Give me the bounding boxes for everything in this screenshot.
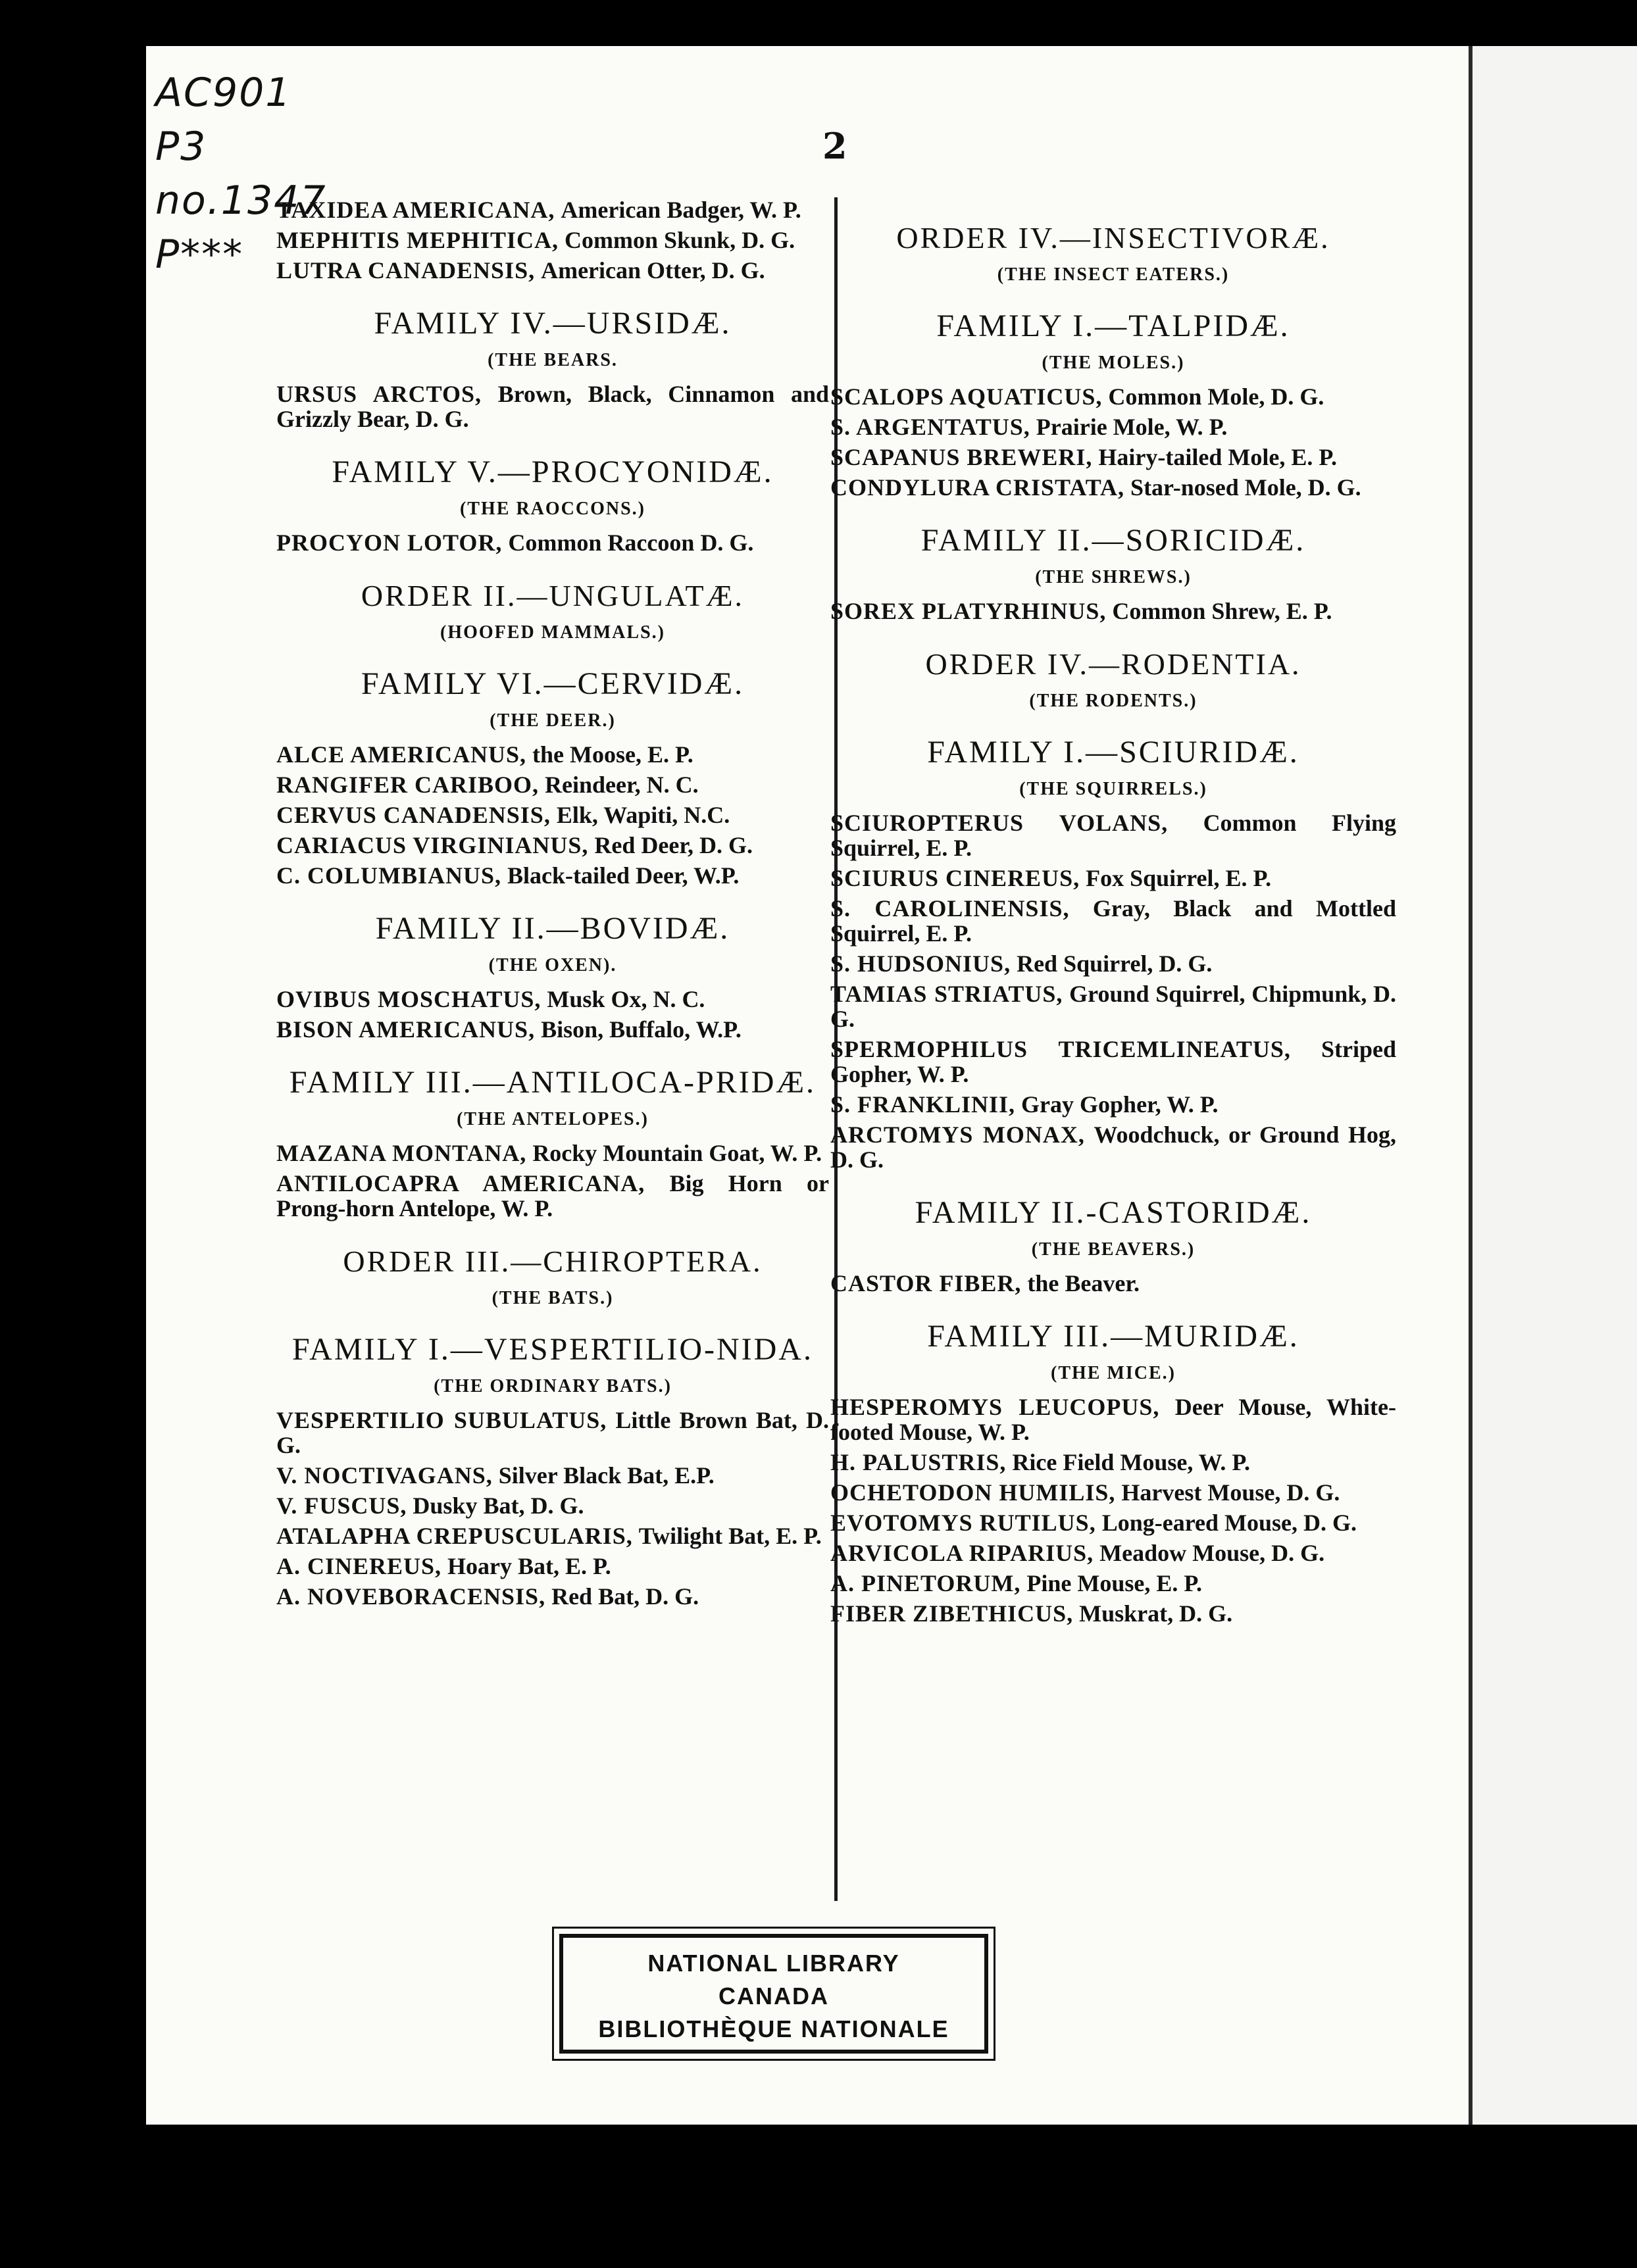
order-heading: ORDER III.—CHIROPTERA. bbox=[343, 1245, 763, 1278]
scientific-name: TAMIAS STRIATUS, bbox=[830, 981, 1063, 1007]
species-entry bbox=[830, 384, 1396, 409]
order-heading: ORDER IV.—INSECTIVORÆ. bbox=[896, 221, 1330, 255]
common-name: Ground Squirrel, Chipmunk, D. G. bbox=[830, 981, 1397, 1032]
species-entry bbox=[830, 896, 1396, 946]
family-heading: FAMILY IV.—URSIDÆ. bbox=[374, 306, 732, 341]
scientific-name: S. FRANKLINII, bbox=[830, 1091, 1016, 1118]
scientific-name: CARIACUS VIRGINIANUS, bbox=[276, 832, 589, 858]
stamp-line: NATIONAL LIBRARY bbox=[647, 1950, 900, 1977]
scientific-name: C. COLUMBIANUS, bbox=[276, 862, 502, 889]
species-entry bbox=[276, 863, 829, 888]
common-name: Twilight Bat, E. P. bbox=[638, 1523, 822, 1549]
scientific-name: V. FUSCUS, bbox=[276, 1492, 407, 1519]
scientific-name: CONDYLURA CRISTATA, bbox=[830, 474, 1125, 501]
common-name: Pine Mouse, E. P. bbox=[1026, 1570, 1203, 1596]
common-group-label: (THE MOLES.) bbox=[1042, 353, 1185, 373]
species-entry bbox=[830, 1037, 1396, 1087]
family-heading: FAMILY VI.—CERVIDÆ. bbox=[361, 666, 745, 701]
species-entry bbox=[276, 197, 829, 222]
scientific-name: S. HUDSONIUS, bbox=[830, 950, 1011, 977]
scientific-name: LUTRA CANADENSIS, bbox=[276, 257, 536, 284]
common-group-label: (THE SHREWS.) bbox=[1035, 567, 1192, 587]
common-name: Star-nosed Mole, D. G. bbox=[1130, 474, 1361, 501]
scientific-name: CASTOR FIBER, bbox=[830, 1270, 1022, 1296]
common-name: Big Horn or Prong-horn Antelope, W. P. bbox=[276, 1170, 830, 1221]
scientific-name: A. PINETORUM, bbox=[830, 1570, 1021, 1596]
species-entry bbox=[830, 981, 1396, 1031]
scientific-name: SCIURUS CINEREUS, bbox=[830, 865, 1080, 891]
family-heading: FAMILY I.—VESPERTILIO-NIDA. bbox=[292, 1332, 813, 1367]
scientific-name: EVOTOMYS RUTILUS, bbox=[830, 1510, 1096, 1536]
scientific-name: SOREX PLATYRHINUS, bbox=[830, 598, 1107, 624]
common-name: Dusky Bat, D. G. bbox=[413, 1492, 584, 1519]
species-entry bbox=[276, 772, 829, 797]
common-group-label: (THE MICE.) bbox=[1051, 1363, 1176, 1383]
common-name: Rocky Mountain Goat, W. P. bbox=[532, 1140, 822, 1166]
common-name: Rice Field Mouse, W. P. bbox=[1012, 1449, 1251, 1475]
common-group-label: (HOOFED MAMMALS.) bbox=[440, 622, 665, 643]
stamp-line: BIBLIOTHÈQUE NATIONALE bbox=[598, 2015, 949, 2042]
common-name: Deer Mouse, White-footed Mouse, W. P. bbox=[830, 1394, 1396, 1445]
handwritten-line: P3 bbox=[155, 124, 207, 170]
common-name: Meadow Mouse, D. G. bbox=[1099, 1540, 1325, 1566]
page-number: 2 bbox=[822, 125, 847, 167]
family-heading: FAMILY I.—TALPIDÆ. bbox=[936, 308, 1290, 343]
common-name: Common Raccoon D. G. bbox=[508, 530, 754, 556]
family-heading: FAMILY III.—MURIDÆ. bbox=[927, 1319, 1299, 1354]
common-name: Gray, Black and Mottled Squirrel, E. P. bbox=[830, 895, 1396, 947]
species-entry bbox=[276, 1523, 829, 1548]
species-entry bbox=[830, 951, 1396, 976]
common-name: Common Flying Squirrel, E. P. bbox=[830, 810, 1396, 861]
common-name: Long-eared Mouse, D. G. bbox=[1101, 1510, 1357, 1536]
family-heading: FAMILY II.—BOVIDÆ. bbox=[375, 911, 730, 946]
common-name: Common Shrew, E. P. bbox=[1112, 598, 1332, 624]
scientific-name: MAZANA MONTANA, bbox=[276, 1140, 527, 1166]
common-group-label: (THE BEAVERS.) bbox=[1031, 1239, 1196, 1260]
scientific-name: V. NOCTIVAGANS, bbox=[276, 1462, 493, 1489]
family-heading: FAMILY V.—PROCYONIDÆ. bbox=[332, 455, 774, 489]
species-entry bbox=[830, 866, 1396, 891]
scientific-name: OCHETODON HUMILIS, bbox=[830, 1479, 1116, 1506]
species-entry bbox=[830, 810, 1396, 860]
scientific-name: ARCTOMYS MONAX, bbox=[830, 1122, 1085, 1148]
common-group-label: (THE BATS.) bbox=[491, 1288, 614, 1308]
common-name: Brown, Black, Cinnamon and Grizzly Bear, D. G. bbox=[276, 381, 830, 432]
common-group-label: (THE ORDINARY BATS.) bbox=[434, 1376, 672, 1396]
order-heading: ORDER II.—UNGULATÆ. bbox=[361, 579, 745, 612]
handwritten-line: AC901 bbox=[155, 70, 292, 116]
scientific-name: VESPERTILIO SUBULATUS, bbox=[276, 1407, 607, 1433]
common-group-label: (THE DEER.) bbox=[490, 710, 616, 731]
common-name: Musk Ox, N. C. bbox=[547, 986, 705, 1012]
species-entry bbox=[830, 1571, 1396, 1596]
common-name: Gray Gopher, W. P. bbox=[1021, 1091, 1219, 1118]
scientific-name: ARVICOLA RIPARIUS, bbox=[830, 1540, 1094, 1566]
handwritten-line: no.1347 bbox=[155, 178, 327, 224]
species-entry bbox=[276, 1493, 829, 1518]
species-entry bbox=[276, 382, 829, 431]
species-entry bbox=[276, 1408, 829, 1458]
scientific-name: TAXIDEA AMERICANA, bbox=[276, 197, 555, 223]
family-heading: FAMILY III.—ANTILOCA-PRIDÆ. bbox=[289, 1065, 817, 1100]
species-entry bbox=[830, 1122, 1396, 1172]
common-name: Common Skunk, D. G. bbox=[565, 227, 795, 253]
species-entry bbox=[830, 475, 1396, 500]
species-entry bbox=[830, 1601, 1396, 1626]
species-entry bbox=[830, 1541, 1396, 1565]
common-group-label: (THE SQUIRRELS.) bbox=[1019, 779, 1207, 799]
species-entry bbox=[830, 1450, 1396, 1475]
common-group-label: (THE ANTELOPES.) bbox=[457, 1109, 649, 1129]
common-name: American Badger, W. P. bbox=[561, 197, 801, 223]
common-group-label: (THE INSECT EATERS.) bbox=[997, 264, 1230, 285]
common-name: Striped Gopher, W. P. bbox=[830, 1036, 1397, 1087]
scientific-name: S. CAROLINENSIS, bbox=[830, 895, 1070, 922]
left-column bbox=[276, 197, 829, 1614]
common-name: Red Bat, D. G. bbox=[551, 1583, 699, 1610]
family-heading: FAMILY II.-CASTORIDÆ. bbox=[915, 1195, 1312, 1230]
species-entry bbox=[276, 987, 829, 1012]
scientific-name: CERVUS CANADENSIS, bbox=[276, 802, 551, 828]
species-entry bbox=[276, 802, 829, 827]
scientific-name: HESPEROMYS LEUCOPUS, bbox=[830, 1394, 1160, 1420]
species-entry bbox=[830, 445, 1396, 470]
common-name: American Otter, D. G. bbox=[541, 257, 765, 284]
common-name: Reindeer, N. C. bbox=[545, 772, 699, 798]
common-group-label: (THE RAOCCONS.) bbox=[459, 499, 645, 519]
species-entry bbox=[276, 1017, 829, 1042]
common-group-label: (THE OXEN). bbox=[488, 955, 617, 975]
scientific-name: PROCYON LOTOR, bbox=[276, 530, 503, 556]
facing-page-edge bbox=[1473, 46, 1637, 2125]
common-name: Harvest Mouse, D. G. bbox=[1121, 1479, 1340, 1506]
species-entry bbox=[276, 1463, 829, 1488]
species-entry bbox=[276, 258, 829, 283]
common-name: Hoary Bat, E. P. bbox=[447, 1553, 611, 1579]
species-entry bbox=[830, 1092, 1396, 1117]
species-entry bbox=[830, 1510, 1396, 1535]
handwritten-line: P*** bbox=[155, 232, 244, 278]
species-entry bbox=[830, 1480, 1396, 1505]
family-heading: FAMILY II.—SORICIDÆ. bbox=[920, 523, 1306, 558]
common-name: Common Mole, D. G. bbox=[1108, 383, 1324, 410]
species-entry bbox=[830, 1271, 1396, 1296]
common-name: Woodchuck, or Ground Hog, D. G. bbox=[830, 1122, 1396, 1173]
scientific-name: ALCE AMERICANUS, bbox=[276, 741, 527, 768]
common-name: Fox Squirrel, E. P. bbox=[1086, 865, 1272, 891]
common-name: the Moose, E. P. bbox=[532, 741, 693, 768]
scientific-name: H. PALUSTRIS, bbox=[830, 1449, 1007, 1475]
species-entry bbox=[276, 1141, 829, 1166]
common-name: Black-tailed Deer, W.P. bbox=[507, 862, 740, 889]
family-heading: FAMILY I.—SCIURIDÆ. bbox=[927, 735, 1299, 770]
scientific-name: FIBER ZIBETHICUS, bbox=[830, 1600, 1074, 1627]
library-stamp bbox=[559, 1934, 988, 2054]
scientific-name: MEPHITIS MEPHITICA, bbox=[276, 227, 559, 253]
species-entry bbox=[276, 742, 829, 767]
species-entry bbox=[276, 833, 829, 858]
species-entry bbox=[276, 1584, 829, 1609]
common-name: Red Squirrel, D. G. bbox=[1017, 950, 1213, 977]
common-name: Elk, Wapiti, N.C. bbox=[556, 802, 730, 828]
scientific-name: URSUS ARCTOS, bbox=[276, 381, 482, 407]
scientific-name: ATALAPHA CREPUSCULARIS, bbox=[276, 1523, 633, 1549]
scientific-name: ANTILOCAPRA AMERICANA, bbox=[276, 1170, 645, 1196]
stamp-line: CANADA bbox=[718, 1983, 829, 2009]
common-name: Bison, Buffalo, W.P. bbox=[541, 1016, 742, 1043]
order-heading: ORDER IV.—RODENTIA. bbox=[925, 647, 1301, 681]
scientific-name: SCIUROPTERUS VOLANS, bbox=[830, 810, 1169, 836]
common-group-label: (THE BEARS. bbox=[488, 350, 618, 370]
common-name: the Beaver. bbox=[1027, 1270, 1140, 1296]
scientific-name: A. NOVEBORACENSIS, bbox=[276, 1583, 546, 1610]
right-column bbox=[830, 197, 1396, 1631]
species-entry bbox=[276, 1171, 829, 1221]
common-group-label: (THE RODENTS.) bbox=[1029, 691, 1197, 711]
species-entry bbox=[276, 228, 829, 253]
species-entry bbox=[830, 599, 1396, 624]
scientific-name: SCAPANUS BREWERI, bbox=[830, 444, 1093, 470]
common-name: Muskrat, D. G. bbox=[1079, 1600, 1233, 1627]
common-name: Little Brown Bat, D. G. bbox=[276, 1407, 830, 1458]
common-name: Hairy-tailed Mole, E. P. bbox=[1098, 444, 1338, 470]
scientific-name: RANGIFER CARIBOO, bbox=[276, 772, 540, 798]
species-entry bbox=[830, 1394, 1396, 1444]
scientific-name: SCALOPS AQUATICUS, bbox=[830, 383, 1103, 410]
scientific-name: BISON AMERICANUS, bbox=[276, 1016, 536, 1043]
species-entry bbox=[276, 1554, 829, 1579]
common-name: Red Deer, D. G. bbox=[594, 832, 753, 858]
species-entry bbox=[830, 414, 1396, 439]
scientific-name: OVIBUS MOSCHATUS, bbox=[276, 986, 541, 1012]
scientific-name: S. ARGENTATUS, bbox=[830, 414, 1030, 440]
common-name: Prairie Mole, W. P. bbox=[1036, 414, 1228, 440]
species-entry bbox=[276, 530, 829, 555]
scientific-name: SPERMOPHILUS TRICEMLINEATUS, bbox=[830, 1036, 1291, 1062]
scientific-name: A. CINEREUS, bbox=[276, 1553, 442, 1579]
common-name: Silver Black Bat, E.P. bbox=[498, 1462, 715, 1489]
